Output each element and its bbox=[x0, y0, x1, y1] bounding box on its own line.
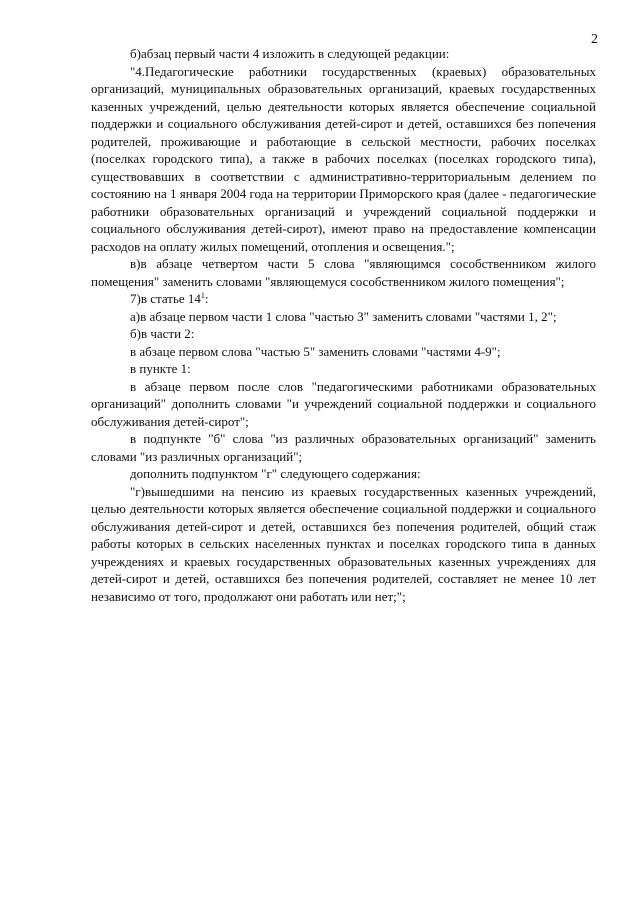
paragraph: в подпункте "б" слова "из различных образовательных организаций" заменить словами "из различных организаций"; bbox=[91, 431, 596, 464]
paragraph: "г)вышедшими на пенсию из краевых государственных казенных учреждений, целью деятельности которых является обеспечение социальной поддержки и социального обслуживания детей-сирот и детей, оставшихся без попечения родителей, общий стаж работы которых в сельских населенных пунктах и поселках городского типа в данных учреждениях и краевых государственных образовательных казенных учреждениях для детей-сирот и детей, оставшихся без попечения родителей, составляет не менее 10 лет независимо от того, продолжают они работать или нет;"; bbox=[91, 483, 596, 604]
paragraph: в абзаце первом после слов "педагогическими работниками образовательных организаций" дополнить словами "и учреждений социальной поддержки и социального обслуживания детей-сирот"; bbox=[91, 378, 596, 429]
superscript: 1 bbox=[200, 291, 205, 300]
paragraph: "4.Педагогические работники государственных (краевых) образовательных организаций, муниципальных образовательных организаций, краевых государственных казенных учреждений, целью деятельности которых является обеспечение социальной поддержки и социального обслуживания детей-сирот и детей, оставшихся без попечения родителей, проживающие и работающие в сельской местности, рабочих поселках (поселках городского типа), а также в рабочих поселках (поселках городского типа), существовавших в соответствии с административно-территориальным делением по состоянию на 1 января 2004 года на территории Приморского края (далее - педагогические работники образовательных организаций и учреждений социальной поддержки и социального обслуживания детей-сирот), имеют право на предоставление компенсации расходов на оплату жилых помещений, отопления и освещения."; bbox=[91, 63, 596, 254]
document-body bbox=[91, 45, 596, 605]
paragraph: в)в абзаце четвертом части 5 слова "являющимся сособственником жилого помещения" заменить словами "являющемуся сособственником жилого помещения"; bbox=[91, 256, 596, 289]
paragraph: а)в абзаце первом части 1 слова "частью 3" заменить словами "частями 1, 2"; bbox=[130, 308, 557, 324]
paragraph: дополнить подпунктом "г" следующего содержания: bbox=[130, 466, 421, 481]
paragraph: б)абзац первый части 4 изложить в следующей редакции: bbox=[130, 46, 450, 61]
paragraph: в абзаце первом слова "частью 5" заменить словами "частями 4-9"; bbox=[130, 343, 501, 359]
paragraph: б)в части 2: bbox=[130, 326, 195, 341]
page-number: 2 bbox=[591, 32, 598, 47]
paragraph: 7)в статье $14^1$: bbox=[130, 291, 209, 306]
paragraph: в пункте 1: bbox=[130, 361, 191, 376]
